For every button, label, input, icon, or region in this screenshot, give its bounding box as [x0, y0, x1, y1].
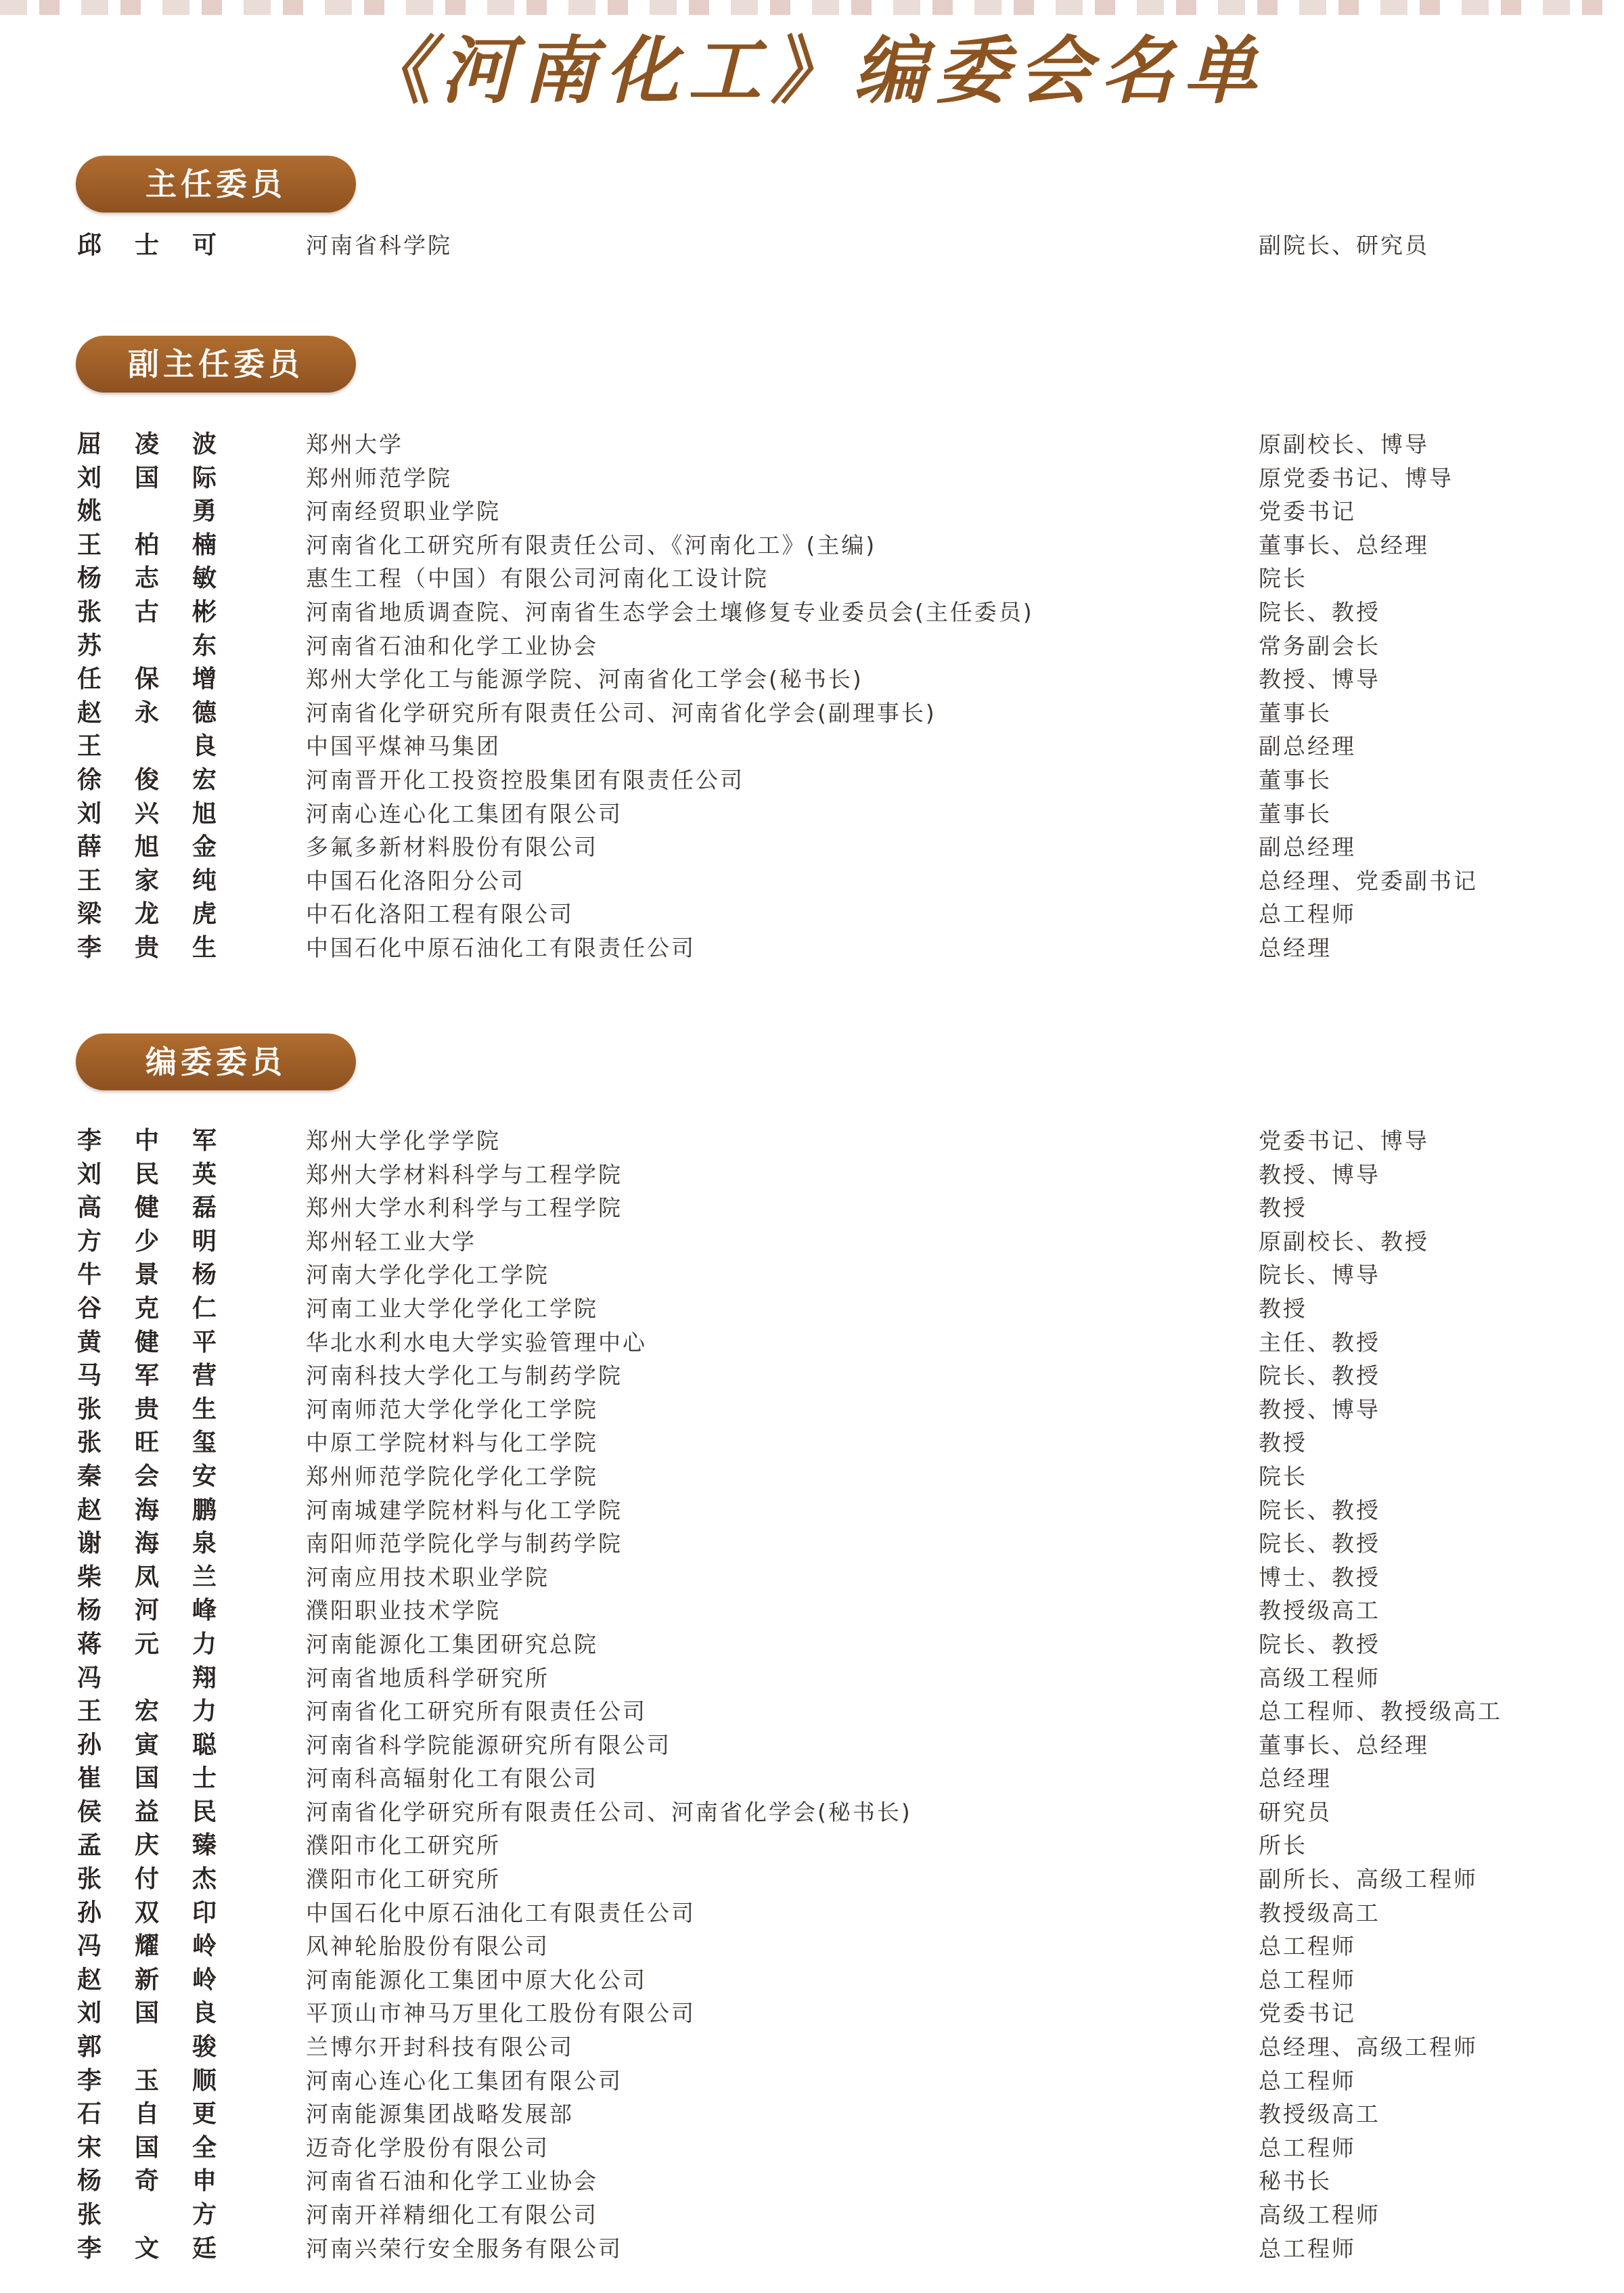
member-organization: 河南省化学研究所有限责任公司、河南省化学会(秘书长) [306, 1798, 912, 1825]
member-position: 教授级高工 [1259, 1899, 1380, 1926]
member-name: 张 贵 生 [76, 1395, 217, 1423]
member-row [0, 1896, 1624, 1930]
member-position: 董事长 [1259, 800, 1332, 827]
member-name: 李 玉 顺 [76, 2066, 217, 2095]
member-row [0, 830, 1624, 864]
member-name: 宋 国 全 [76, 2133, 217, 2162]
member-organization: 兰博尔开封科技有限公司 [306, 2034, 574, 2061]
section-label-editorial-member: 编委委员 [76, 1033, 356, 1090]
member-name: 徐 俊 宏 [76, 765, 217, 794]
member-position: 高级工程师 [1259, 2202, 1380, 2228]
member-position: 总工程师 [1259, 1966, 1356, 1993]
member-organization: 郑州大学水利科学与工程学院 [306, 1195, 623, 1222]
member-organization: 河南省石油和化学工业协会 [306, 2168, 598, 2195]
member-row [0, 462, 1624, 495]
member-name: 王 柏 楠 [76, 531, 217, 559]
member-row [0, 629, 1624, 663]
member-row [0, 1628, 1624, 1662]
member-name: 冯 耀 岭 [76, 1932, 217, 1961]
member-organization: 河南工业大学化学化工学院 [306, 1295, 598, 1322]
member-organization: 郑州大学化学学院 [306, 1128, 501, 1154]
member-position: 教授、博导 [1259, 1161, 1380, 1188]
member-position: 总经理、党委副书记 [1259, 867, 1478, 894]
member-row [0, 2131, 1624, 2165]
member-position: 党委书记 [1259, 498, 1356, 525]
member-organization: 河南科技大学化工与制药学院 [306, 1362, 623, 1389]
member-position: 董事长 [1259, 699, 1332, 726]
member-row [0, 2030, 1624, 2064]
member-organization: 河南省石油和化学工业协会 [306, 632, 598, 659]
member-position: 总工程师 [1259, 2067, 1356, 2094]
member-position: 总工程师 [1259, 2134, 1356, 2161]
member-organization: 河南能源集团战略发展部 [306, 2101, 574, 2128]
member-name: 刘 兴 旭 [76, 799, 217, 828]
member-row [0, 1494, 1624, 1528]
member-organization: 河南经贸职业学院 [306, 498, 501, 525]
member-row [0, 2232, 1624, 2266]
member-organization: 河南心连心化工集团有限公司 [306, 2067, 623, 2094]
member-row [0, 1829, 1624, 1863]
member-position: 副所长、高级工程师 [1259, 1866, 1478, 1893]
member-organization: 中原工学院材料与化工学院 [306, 1429, 598, 1456]
member-name: 孙 双 印 [76, 1898, 217, 1927]
member-position: 教授 [1259, 1429, 1307, 1456]
member-row [0, 1124, 1624, 1158]
member-position: 原副校长、博导 [1259, 431, 1429, 458]
member-name: 李 文 廷 [76, 2234, 217, 2263]
member-row [0, 1796, 1624, 1829]
member-row [0, 1561, 1624, 1595]
member-row [0, 1460, 1624, 1494]
member-organization: 中石化洛阳工程有限公司 [306, 901, 574, 928]
member-organization: 河南能源化工集团研究总院 [306, 1630, 598, 1657]
member-name: 苏 东 [76, 631, 217, 660]
member-row [0, 1662, 1624, 1695]
member-row [0, 1963, 1624, 1997]
member-organization: 郑州轻工业大学 [306, 1228, 476, 1255]
member-name: 侯 益 民 [76, 1798, 217, 1826]
member-name: 高 健 磊 [76, 1194, 217, 1222]
member-name: 谢 海 泉 [76, 1530, 217, 1558]
member-name: 张 付 杰 [76, 1865, 217, 1894]
member-organization: 中国平煤神马集团 [306, 733, 501, 760]
member-name: 刘 国 良 [76, 1999, 217, 2028]
member-name: 李 中 军 [76, 1127, 217, 1155]
member-position: 教授 [1259, 1195, 1307, 1222]
member-position: 副总经理 [1259, 834, 1356, 861]
member-list-editorial-member [0, 1124, 1624, 2265]
member-position: 董事长、总经理 [1259, 1731, 1429, 1758]
member-row [0, 1326, 1624, 1360]
member-position: 高级工程师 [1259, 1664, 1380, 1691]
member-organization: 河南师范大学化学化工学院 [306, 1396, 598, 1423]
member-position: 总经理、高级工程师 [1259, 2034, 1478, 2061]
member-row [0, 1729, 1624, 1762]
member-organization: 惠生工程（中国）有限公司河南化工设计院 [306, 565, 769, 592]
member-name: 赵 海 鹏 [76, 1496, 217, 1524]
member-name: 张 旺 玺 [76, 1429, 217, 1457]
member-organization: 河南城建学院材料与化工学院 [306, 1496, 623, 1523]
member-row [0, 696, 1624, 730]
member-row [0, 2064, 1624, 2098]
member-organization: 河南开祥精细化工有限公司 [306, 2202, 598, 2228]
member-name: 王 良 [76, 732, 217, 761]
member-name: 冯 翔 [76, 1664, 217, 1692]
member-name: 黄 健 平 [76, 1328, 217, 1356]
member-name: 杨 奇 申 [76, 2167, 217, 2196]
member-organization: 华北水利水电大学实验管理中心 [306, 1329, 647, 1356]
member-row [0, 1258, 1624, 1292]
member-position: 院长 [1259, 1463, 1307, 1490]
member-position: 副总经理 [1259, 733, 1356, 760]
member-name: 崔 国 士 [76, 1764, 217, 1793]
member-name: 张 古 彬 [76, 598, 217, 626]
member-row [0, 529, 1624, 562]
member-position: 总经理 [1259, 1765, 1332, 1792]
member-row [0, 495, 1624, 529]
member-organization: 郑州大学 [306, 431, 403, 458]
member-row [0, 931, 1624, 965]
member-position: 董事长、总经理 [1259, 531, 1429, 558]
member-organization: 河南省科学院能源研究所有限公司 [306, 1731, 671, 1758]
member-position: 原副校长、教授 [1259, 1228, 1429, 1255]
member-row [0, 1426, 1624, 1460]
member-row [0, 2164, 1624, 2198]
member-list-director [0, 229, 1624, 263]
member-row [0, 1191, 1624, 1225]
member-name: 蒋 元 力 [76, 1630, 217, 1658]
member-row [0, 730, 1624, 763]
member-organization: 河南大学化学化工学院 [306, 1262, 549, 1289]
member-position: 院长、教授 [1259, 1496, 1380, 1523]
member-row [0, 562, 1624, 596]
member-organization: 濮阳市化工研究所 [306, 1866, 501, 1893]
member-row [0, 1695, 1624, 1729]
member-organization: 中国石化中原石油化工有限责任公司 [306, 934, 696, 961]
member-row [0, 1594, 1624, 1628]
member-row [0, 1863, 1624, 1896]
member-name: 梁 龙 虎 [76, 900, 217, 929]
section-label-director: 主任委员 [76, 156, 356, 213]
member-position: 总工程师 [1259, 901, 1356, 928]
member-organization: 河南省化工研究所有限责任公司 [306, 1698, 647, 1725]
member-name: 任 保 增 [76, 665, 217, 694]
member-organization: 河南科高辐射化工有限公司 [306, 1765, 598, 1792]
member-position: 研究员 [1259, 1798, 1332, 1825]
member-name: 郭 骏 [76, 2033, 217, 2062]
member-position: 总经理 [1259, 934, 1332, 961]
member-position: 所长 [1259, 1832, 1307, 1859]
member-organization: 中国石化洛阳分公司 [306, 867, 525, 894]
member-name: 柴 凤 兰 [76, 1563, 217, 1591]
member-organization: 中国石化中原石油化工有限责任公司 [306, 1899, 696, 1926]
member-position: 院长、博导 [1259, 1262, 1380, 1289]
member-name: 秦 会 安 [76, 1462, 217, 1490]
member-name: 刘 民 英 [76, 1160, 217, 1188]
member-position: 主任、教授 [1259, 1329, 1380, 1356]
member-row [0, 229, 1624, 263]
member-organization: 河南应用技术职业学院 [306, 1563, 549, 1590]
member-row [0, 797, 1624, 831]
member-row [0, 1359, 1624, 1393]
member-organization: 多氟多新材料股份有限公司 [306, 834, 598, 861]
member-organization: 河南省科学院 [306, 232, 452, 259]
member-row [0, 2198, 1624, 2232]
member-row [0, 1225, 1624, 1259]
member-organization: 濮阳市化工研究所 [306, 1832, 501, 1859]
member-position: 党委书记 [1259, 2000, 1356, 2027]
member-row [0, 1527, 1624, 1561]
member-position: 院长、教授 [1259, 598, 1380, 625]
member-position: 秘书长 [1259, 2168, 1332, 2195]
member-organization: 风神轮胎股份有限公司 [306, 1933, 549, 1960]
member-position: 教授、博导 [1259, 1396, 1380, 1423]
member-name: 王 家 纯 [76, 866, 217, 895]
member-row [0, 1762, 1624, 1796]
member-organization: 迈奇化学股份有限公司 [306, 2134, 549, 2161]
member-position: 院长、教授 [1259, 1362, 1380, 1389]
member-position: 总工程师 [1259, 2235, 1356, 2262]
member-position: 原党委书记、博导 [1259, 464, 1453, 491]
member-organization: 南阳师范学院化学与制药学院 [306, 1530, 623, 1557]
section-label-deputy-director: 副主任委员 [76, 336, 356, 393]
member-position: 教授、博导 [1259, 666, 1380, 693]
member-position: 院长 [1259, 565, 1307, 592]
member-row [0, 1997, 1624, 2030]
member-position: 教授级高工 [1259, 2101, 1380, 2128]
member-position: 党委书记、博导 [1259, 1128, 1429, 1154]
member-row [0, 428, 1624, 462]
member-organization: 濮阳职业技术学院 [306, 1597, 501, 1624]
member-position: 教授级高工 [1259, 1597, 1380, 1624]
member-organization: 河南能源化工集团中原大化公司 [306, 1966, 647, 1993]
member-organization: 河南晋开化工投资控股集团有限责任公司 [306, 766, 744, 793]
member-name: 石 自 更 [76, 2100, 217, 2129]
member-name: 方 少 明 [76, 1227, 217, 1255]
member-organization: 郑州大学材料科学与工程学院 [306, 1161, 623, 1188]
member-row [0, 2097, 1624, 2131]
member-name: 孟 庆 臻 [76, 1831, 217, 1860]
member-name: 赵 新 岭 [76, 1965, 217, 1994]
member-name: 李 贵 生 [76, 933, 217, 962]
member-organization: 河南心连心化工集团有限公司 [306, 800, 623, 827]
member-organization: 河南省化工研究所有限责任公司、《河南化工》(主编) [306, 531, 877, 558]
member-organization: 河南兴荣行安全服务有限公司 [306, 2235, 623, 2262]
member-row [0, 763, 1624, 797]
member-name: 赵 永 德 [76, 698, 217, 727]
member-organization: 河南省地质科学研究所 [306, 1664, 549, 1691]
member-position: 总工程师、教授级高工 [1259, 1698, 1502, 1725]
member-row [0, 596, 1624, 629]
member-position: 常务副会长 [1259, 632, 1380, 659]
member-name: 孙 寅 聪 [76, 1731, 217, 1759]
member-position: 总工程师 [1259, 1933, 1356, 1960]
member-name: 刘 国 际 [76, 464, 217, 492]
member-row [0, 1393, 1624, 1427]
member-name: 谷 克 仁 [76, 1294, 217, 1322]
page-title: 《河南化工》编委会名单 [357, 28, 1266, 114]
member-name: 牛 景 杨 [76, 1261, 217, 1289]
member-row [0, 897, 1624, 931]
member-row [0, 864, 1624, 898]
member-position: 教授 [1259, 1295, 1307, 1322]
member-name: 张 方 [76, 2201, 217, 2229]
member-organization: 平顶山市神马万里化工股份有限公司 [306, 2000, 696, 2027]
member-name: 马 军 营 [76, 1362, 217, 1390]
member-name: 屈 凌 波 [76, 430, 217, 458]
member-organization: 郑州大学化工与能源学院、河南省化工学会(秘书长) [306, 666, 863, 693]
member-position: 院长、教授 [1259, 1530, 1380, 1557]
member-row [0, 1158, 1624, 1192]
member-position: 董事长 [1259, 766, 1332, 793]
member-organization: 河南省化学研究所有限责任公司、河南省化学会(副理事长) [306, 699, 937, 726]
member-row [0, 1292, 1624, 1326]
member-list-deputy-director [0, 428, 1624, 965]
member-position: 院长、教授 [1259, 1630, 1380, 1657]
decorative-top-border [0, 0, 1624, 15]
member-organization: 郑州师范学院 [306, 464, 452, 491]
member-position: 博士、教授 [1259, 1563, 1380, 1590]
member-name: 姚 勇 [76, 497, 217, 526]
member-name: 邱 士 可 [76, 231, 217, 259]
member-organization: 郑州师范学院化学化工学院 [306, 1463, 598, 1490]
member-row [0, 663, 1624, 696]
member-name: 薛 旭 金 [76, 833, 217, 862]
member-name: 杨 河 峰 [76, 1597, 217, 1625]
member-row [0, 1930, 1624, 1963]
member-name: 杨 志 敏 [76, 564, 217, 593]
member-name: 王 宏 力 [76, 1697, 217, 1726]
member-organization: 河南省地质调查院、河南省生态学会土壤修复专业委员会(主任委员) [306, 598, 1034, 625]
member-position: 副院长、研究员 [1259, 232, 1429, 259]
